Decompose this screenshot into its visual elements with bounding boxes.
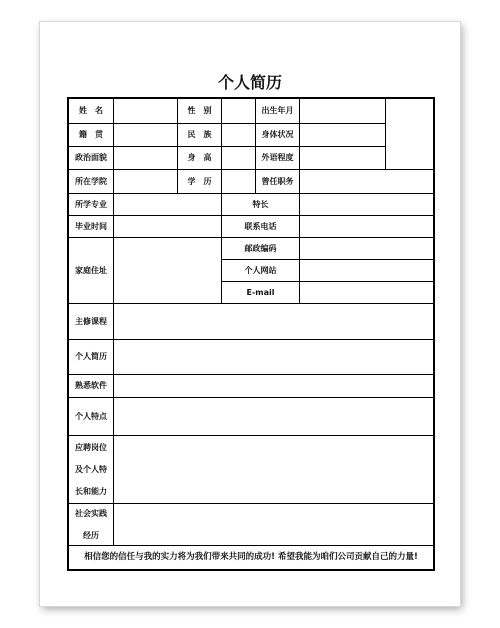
- label-ethnicity: 民 族: [187, 130, 212, 139]
- label-line: 及个人特: [75, 464, 107, 474]
- label-home-address: 家庭住址: [75, 265, 107, 275]
- label-specialty: 特长: [252, 199, 269, 209]
- label-health: 身体状况: [261, 130, 294, 139]
- label-position-abilities: [69, 436, 113, 503]
- label-major: 所学专业: [75, 199, 107, 209]
- label-email: E-mail: [246, 287, 275, 297]
- label-birth: 出生年月: [261, 106, 294, 115]
- label-name: 姓 名: [79, 106, 103, 115]
- label-software: 熟悉软件: [75, 381, 107, 390]
- resume-table: [67, 97, 435, 571]
- label-past-position: 曾任职务: [261, 176, 294, 186]
- label-postcode: 邮政编码: [244, 243, 277, 253]
- label-education: 学 历: [187, 176, 212, 186]
- label-resume: 个人简历: [75, 352, 107, 361]
- label-gender: 性 别: [187, 106, 212, 115]
- label-major-courses: 主修课程: [75, 316, 107, 326]
- page-title: 个人简历: [217, 73, 282, 92]
- label-foreign-language: 外语程度: [261, 153, 294, 162]
- label-height: 身 高: [187, 153, 212, 162]
- label-phone: 联系电话: [244, 221, 277, 231]
- label-personal-traits: 个人特点: [75, 411, 107, 421]
- label-line: 长和能力: [75, 486, 107, 496]
- label-homepage: 个人网站: [244, 265, 277, 275]
- label-line: 应聘岗位: [75, 442, 107, 452]
- label-line: 社会实践: [75, 508, 107, 518]
- label-social-practice: [69, 504, 113, 545]
- closing-statement: 相信您的信任与我的实力将为我们带来共同的成功! 希望我能为咱们公司贡献自己的力量!: [84, 552, 418, 563]
- label-school: 所在学院: [75, 176, 107, 186]
- label-native-place: 籍 贯: [79, 130, 103, 139]
- label-graduation-time: 毕业时间: [75, 221, 107, 231]
- label-line: 经历: [83, 530, 99, 540]
- table-grid-lines: [69, 99, 433, 569]
- label-political-status: 政治面貌: [75, 153, 107, 162]
